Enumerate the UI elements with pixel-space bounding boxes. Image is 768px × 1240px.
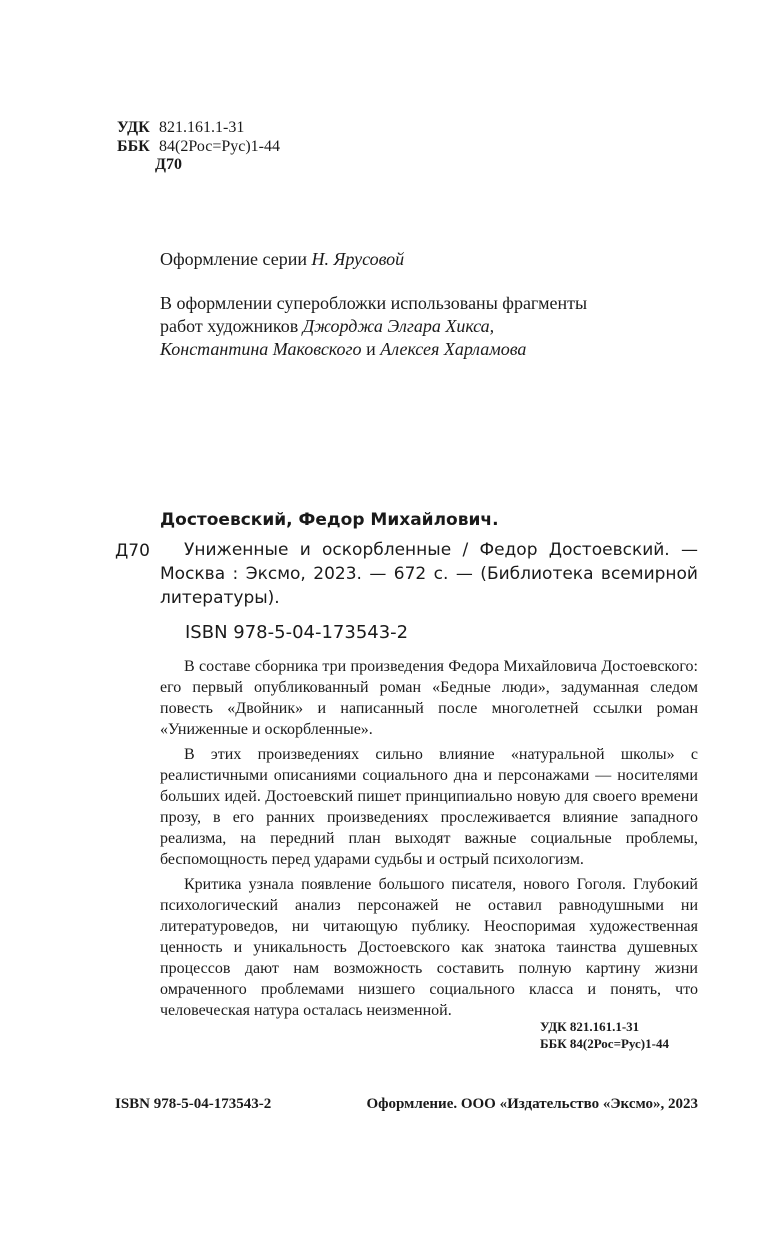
artist-name: Джорджа Элгара Хикса, (302, 316, 495, 336)
bbk-label: ББК (117, 138, 150, 155)
record-isbn: ISBN 978-5-04-173543-2 (185, 622, 409, 643)
annotation-classification (540, 1018, 669, 1052)
author-code: Д70 (155, 156, 183, 173)
bbk-value: 84(2Рос=Рус)1-44 (159, 138, 281, 155)
annotation-paragraph: В составе сборника три произведения Федора Михайловича Достоевского: его первый опубликованный роман «Бедные люди», задуманная следом повесть «Двойник» и написанный после многолетней ссылки роман «Униженные и оскорбленные». (160, 658, 698, 738)
annotation (160, 656, 698, 1025)
cover-credit-line-3 (160, 337, 526, 361)
series-credit-prefix: Оформление серии (160, 249, 307, 269)
record-description-block (160, 538, 698, 610)
conjunction: и (366, 339, 376, 359)
cover-credit-line-1: В оформлении суперобложки использованы фрагменты (160, 293, 588, 313)
udk-label: УДК (117, 119, 150, 136)
cover-credit-prefix: работ художников (160, 316, 299, 336)
udk-line (117, 118, 244, 138)
series-credit (160, 247, 404, 271)
catalog-mark: Д70 (115, 541, 150, 561)
annotation-udk: УДК 821.161.1-31 (540, 1019, 640, 1034)
footer-copyright: Оформление. ООО «Издательство «Эксмо», 2023 (366, 1096, 698, 1112)
record-description: Униженные и оскорбленные / Федор Достоевский. — Москва : Эксмо, 2023. — 672 с. — (Библиотека всемирной литературы). (160, 540, 698, 608)
record-author: Достоевский, Федор Михайлович. (160, 510, 499, 530)
footer-isbn: ISBN 978-5-04-173543-2 (115, 1096, 272, 1112)
annotation-bbk: ББК 84(2Рос=Рус)1-44 (540, 1036, 669, 1051)
udk-value: 821.161.1-31 (159, 119, 245, 136)
annotation-paragraph: Критика узнала появление большого писателя, нового Гоголя. Глубокий психологический анализ персонажей не оставил равнодушными ни литературоведов, ни читающую публику. Неоспоримая художественная ценность и уникальность Достоевского как знатока таинства душевных процессов дают нам возможность составить полную картину жизни омраченного проблемами низшего социального класса и понять, что человеческая натура осталась неизменной. (160, 876, 698, 1019)
bbk-line (117, 137, 280, 157)
annotation-paragraph: В этих произведениях сильно влияние «натуральной школы» с реалистичными описаниями социального дна и персонажами — носителями больших идей. Достоевский пишет принципиально новую для своего времени прозу, в его ранних произведениях прослеживается влияние западного реализма, на передний план выходят важные социальные проблемы, беспомощность перед ударами судьбы и острый психологизм. (160, 746, 698, 868)
cover-credit-line-2 (160, 314, 494, 338)
artist-name: Константина Маковского (160, 339, 362, 359)
artist-name: Алексея Харламова (380, 339, 527, 359)
series-designer: Н. Ярусовой (311, 249, 405, 269)
